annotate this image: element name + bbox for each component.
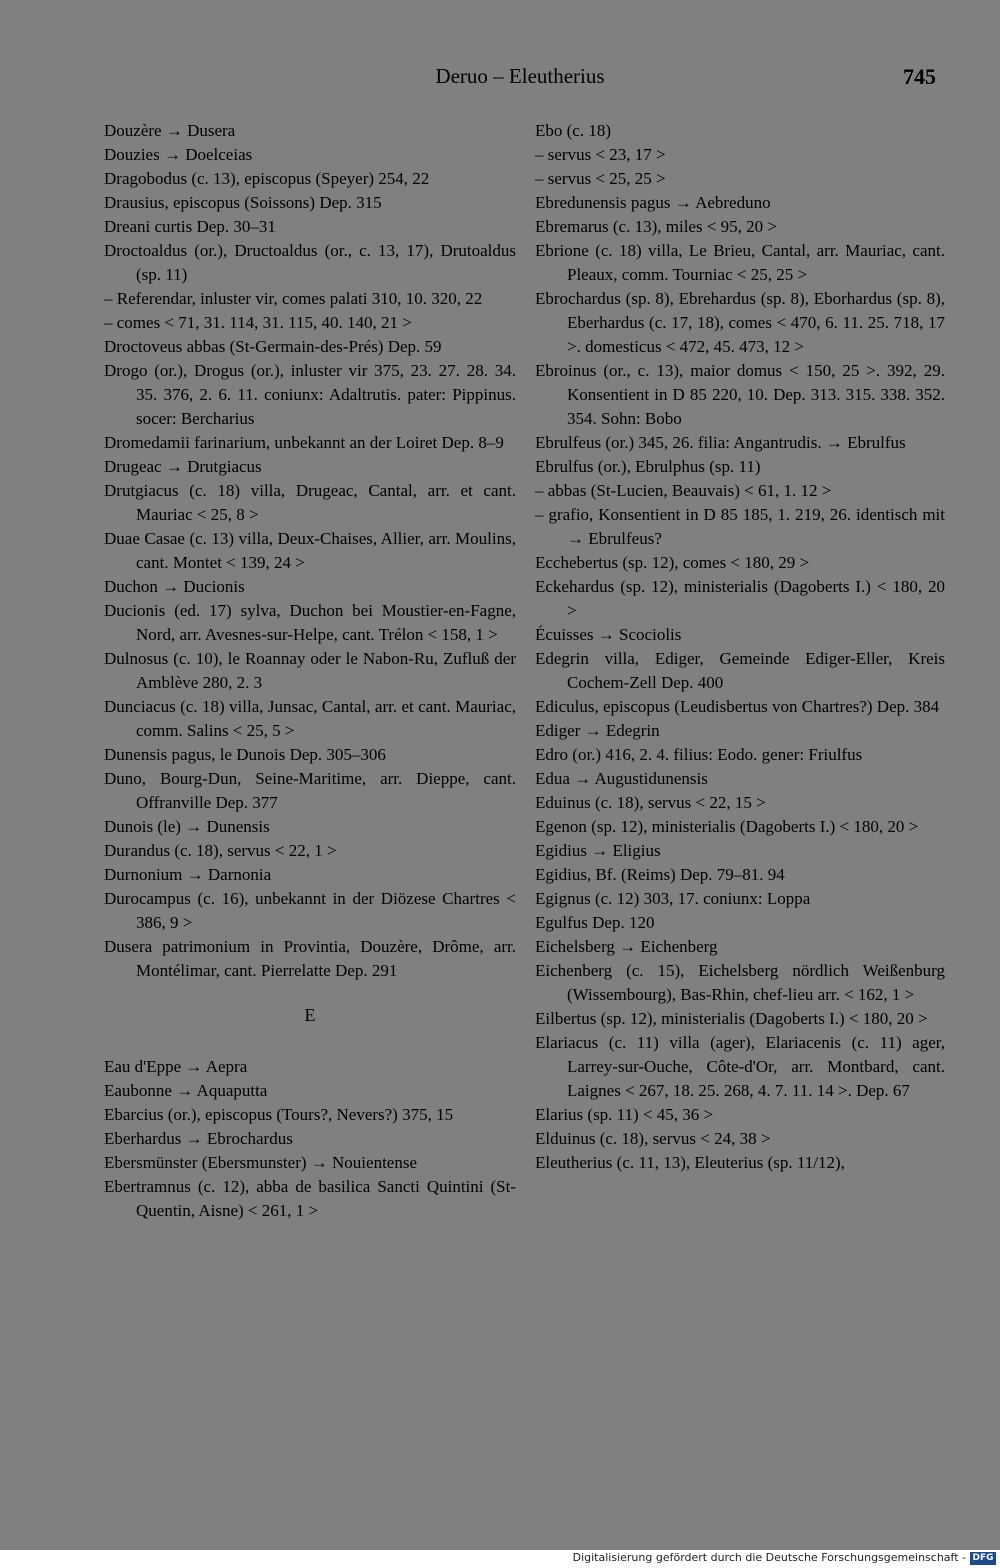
index-entry: Ebrochardus (sp. 8), Ebrehardus (sp. 8), Eborhardus (sp. 8), Eberhardus (c. 17, 18), comes < 470, 6. 11. 25. 718, 17 >. domesticus < 472, 45. 473, 12 > [535,289,945,356]
index-entry: Ebroinus (or., c. 13), maior domus < 150, 25 >. 392, 29. Konsentient in D 85 220, 10. Dep. 313. 315. 338. 352. 354. Sohn: Bobo [535,361,945,428]
index-entry: Ebersmünster (Ebersmunster) → Nouientense [104,1153,417,1172]
index-entry: Eaubonne → Aquaputta [104,1081,268,1100]
index-entry: – servus < 23, 17 > [535,145,666,164]
index-entry: Douzère → Dusera [104,121,236,140]
index-entry: Dunois (le) → Dunensis [104,817,270,836]
index-entry: Egignus (c. 12) 303, 17. coniunx: Loppa [535,889,811,908]
index-entry: Drogo (or.), Drogus (or.), inluster vir 375, 23. 27. 28. 34. 35. 376, 2. 6. 11. coniunx: Adaltrutis. pater: Pippinus. socer: Bercharius [104,361,516,428]
index-entry: Eckehardus (sp. 12), ministerialis (Dagoberts I.) < 180, 20 > [535,577,945,620]
index-entry: Edua → Augustidunensis [535,769,708,788]
index-entry: Ebrulfus (or.), Ebrulphus (sp. 11) [535,457,761,476]
index-entry: Durandus (c. 18), servus < 22, 1 > [104,841,337,860]
index-entry: – grafio, Konsentient in D 85 185, 1. 219, 26. identisch mit → Ebrulfeus? [535,505,945,548]
index-entry: Ebrulfeus (or.) 345, 26. filia: Angantrudis. → Ebrulfus [535,433,906,452]
index-entry: Droctoveus abbas (St-Germain-des-Prés) Dep. 59 [104,337,442,356]
index-entry: Elariacus (c. 11) villa (ager), Elariacenis (c. 11) ager, Larrey-sur-Ouche, Côte-d'Or, arr. Montbard, cant. Laignes < 267, 18. 25. 268, 4. 7. 11. 14 >. Dep. 67 [535,1033,945,1100]
index-entry: Egenon (sp. 12), ministerialis (Dagoberts I.) < 180, 20 > [535,817,919,836]
index-entry: Dunensis pagus, le Dunois Dep. 305–306 [104,745,386,764]
index-entry: Écuisses → Scociolis [535,625,682,644]
index-entry: Drugeac → Drutgiacus [104,457,262,476]
index-entry: Ecchebertus (sp. 12), comes < 180, 29 > [535,553,810,572]
index-entry: Duchon → Ducionis [104,577,245,596]
index-entry: Elduinus (c. 18), servus < 24, 38 > [535,1129,771,1148]
page-header [0,64,1000,94]
index-entry: Elarius (sp. 11) < 45, 36 > [535,1105,714,1124]
footer [0,1550,1000,1568]
index-entry: Duno, Bourg-Dun, Seine-Maritime, arr. Dieppe, cant. Offranville Dep. 377 [104,769,516,812]
index-entry: Eichelsberg → Eichenberg [535,937,718,956]
index-entry: Ebremarus (c. 13), miles < 95, 20 > [535,217,778,236]
funding-note: Digitalisierung gefördert durch die Deutsche Forschungsgemeinschaft - [572,1551,966,1564]
index-entry: Ediger → Edegrin [535,721,660,740]
index-entry: – servus < 25, 25 > [535,169,666,188]
index-entry: Droctoaldus (or.), Dructoaldus (or., c. 13, 17), Drutoaldus (sp. 11) [104,241,516,284]
index-entry: Dreani curtis Dep. 30–31 [104,217,276,236]
index-entry: – comes < 71, 31. 114, 31. 115, 40. 140, 21 > [104,313,412,332]
index-entry: Dragobodus (c. 13), episcopus (Speyer) 254, 22 [104,169,430,188]
index-entry: – Referendar, inluster vir, comes palati 310, 10. 320, 22 [104,289,483,308]
left-column [104,119,516,1223]
index-entry: Durnonium → Darnonia [104,865,272,884]
index-entry: Durocampus (c. 16), unbekannt in der Diözese Chartres < 386, 9 > [104,889,516,932]
index-entry: Eichenberg (c. 15), Eichelsberg nördlich Weißenburg (Wissembourg), Bas-Rhin, chef-lieu arr. < 162, 1 > [535,961,945,1004]
index-entry: – abbas (St-Lucien, Beauvais) < 61, 1. 12 > [535,481,832,500]
index-entry: Eduinus (c. 18), servus < 22, 15 > [535,793,766,812]
index-entry: Eilbertus (sp. 12), ministerialis (Dagoberts I.) < 180, 20 > [535,1009,928,1028]
index-entry: Egidius, Bf. (Reims) Dep. 79–81. 94 [535,865,785,884]
index-entry: Edro (or.) 416, 2. 4. filius: Eodo. gener: Friulfus [535,745,863,764]
index-entry: Drausius, episcopus (Soissons) Dep. 315 [104,193,382,212]
index-entry: Egulfus Dep. 120 [535,913,655,932]
index-entry: Ebrione (c. 18) villa, Le Brieu, Cantal, arr. Mauriac, cant. Pleaux, comm. Tourniac < 25, 25 > [535,241,945,284]
index-entry: Edegrin villa, Ediger, Gemeinde Ediger-Eller, Kreis Cochem-Zell Dep. 400 [535,649,945,692]
index-entry: Dulnosus (c. 10), le Roannay oder le Nabon-Ru, Zufluß der Amblève 280, 2. 3 [104,649,516,692]
index-entry: Ducionis (ed. 17) sylva, Duchon bei Moustier-en-Fagne, Nord, arr. Avesnes-sur-Helpe, cant. Trélon < 158, 1 > [104,601,516,644]
index-entry: Eberhardus → Ebrochardus [104,1129,293,1148]
index-entry: Egidius → Eligius [535,841,661,860]
dfg-logo: DFG [970,1552,996,1565]
index-entry: Ebo (c. 18) [535,121,612,140]
index-entry: Eau d'Eppe → Aepra [104,1057,248,1076]
index-entry: Ediculus, episcopus (Leudisbertus von Chartres?) Dep. 384 [535,697,940,716]
index-entry: Duae Casae (c. 13) villa, Deux-Chaises, Allier, arr. Moulins, cant. Montet < 139, 24 > [104,529,516,572]
page-number: 745 [903,64,936,89]
index-entry: Drutgiacus (c. 18) villa, Drugeac, Cantal, arr. et cant. Mauriac < 25, 8 > [104,481,516,524]
index-entry: Ebredunensis pagus → Aebreduno [535,193,771,212]
index-entry: Dusera patrimonium in Provintia, Douzère, Drôme, arr. Montélimar, cant. Pierrelatte Dep. 291 [104,937,516,980]
section-letter: E [304,1005,316,1025]
running-title: Deruo – Eleutherius [435,64,605,88]
right-column [535,119,945,1175]
index-entry: Eleutherius (c. 11, 13), Eleuterius (sp. 11/12), [535,1153,845,1172]
index-entry: Dromedamii farinarium, unbekannt an der Loiret Dep. 8–9 [104,433,504,452]
index-entry: Ebertramnus (c. 12), abba de basilica Sancti Quintini (St-Quentin, Aisne) < 261, 1 > [104,1177,516,1220]
index-entry: Dunciacus (c. 18) villa, Junsac, Cantal, arr. et cant. Mauriac, comm. Salins < 25, 5 > [104,697,516,740]
index-entry: Ebarcius (or.), episcopus (Tours?, Nevers?) 375, 15 [104,1105,454,1124]
index-entry: Douzies → Doelceias [104,145,253,164]
